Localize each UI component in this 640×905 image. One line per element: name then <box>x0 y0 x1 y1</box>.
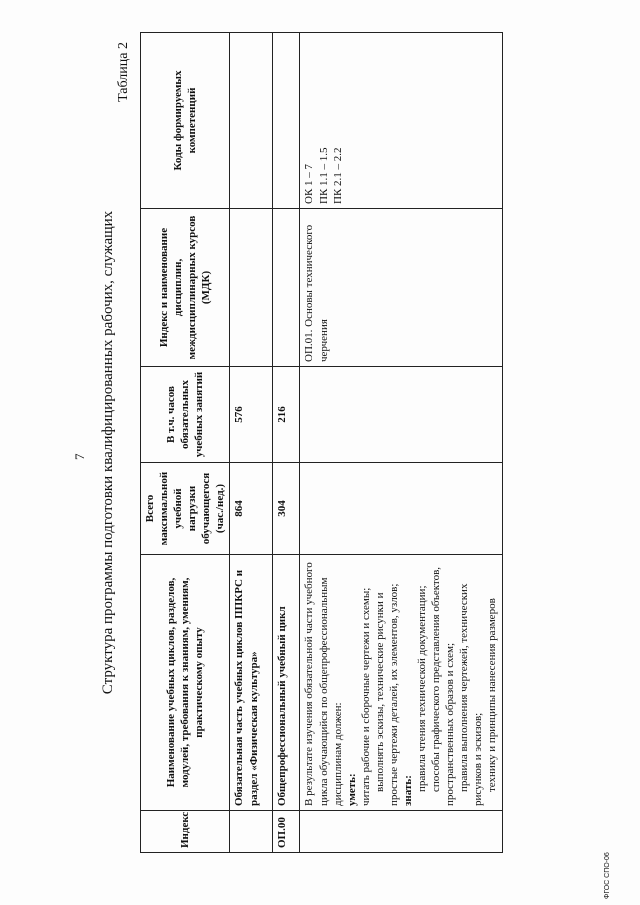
cell-discipline <box>230 209 273 367</box>
znat-label: знать: <box>402 775 415 806</box>
umet-item: читать рабочие и сборочные чертежи и схемы; <box>359 587 372 806</box>
header-max-load: Всего максимальной учебной нагрузки обучающегося (час./нед.) <box>141 463 230 555</box>
cell-discipline: ОП.01. Основы технического черчения <box>300 209 502 367</box>
znat-item: правила чтения технической документации; <box>416 585 429 792</box>
cell-codes <box>273 33 300 209</box>
table-label: Таблица 2 <box>116 42 131 102</box>
cell-max-load: 864 <box>230 463 273 555</box>
cell-mandatory-hours: 216 <box>273 367 300 463</box>
structure-table <box>140 32 503 853</box>
header-index: Индекс <box>141 811 230 853</box>
header-codes: Коды формируемых компетенций <box>141 33 230 209</box>
znat-item: способы графического представления объектов, <box>430 566 443 792</box>
umet-item: выполнять эскизы, технические рисунки и <box>373 592 386 792</box>
znat-item: правила выполнения чертежей, технических <box>458 583 471 792</box>
intro-line: цикла обучающийся по общепрофессиональным <box>317 577 330 806</box>
competence-code: ПК 1.1 – 1.5 <box>317 147 330 204</box>
cell-index <box>230 811 273 853</box>
umet-item: простые чертежи деталей, их элементов, узлов; <box>387 583 400 806</box>
header-name: Наименование учебных циклов, разделов, модулей, требования к знаниям, умениям, практическому опыту <box>141 555 230 811</box>
cell-codes <box>230 33 273 209</box>
znat-item: рисунков и эскизов; <box>472 712 485 806</box>
cell-mandatory-hours <box>300 367 502 463</box>
table-header-row <box>141 33 230 853</box>
header-mandatory-hours: В т.ч. часов обязательных учебных занятий <box>141 367 230 463</box>
znat-item: пространственных образов и схем; <box>444 642 457 806</box>
cell-codes <box>300 33 502 209</box>
cell-mandatory-hours: 576 <box>230 367 273 463</box>
competence-code: ОК 1 – 7 <box>303 163 316 204</box>
cell-max-load <box>300 463 502 555</box>
cell-discipline <box>273 209 300 367</box>
cell-name: Обязательная часть учебных циклов ППКРС и раздел «Физическая культура» <box>230 555 273 811</box>
intro-line: дисциплинам должен: <box>331 702 344 806</box>
competence-code: ПК 2.1 – 2.2 <box>331 147 344 204</box>
cell-max-load: 304 <box>273 463 300 555</box>
cell-requirements <box>300 555 502 811</box>
cell-name: Общепрофессиональный учебный цикл <box>273 555 300 811</box>
page-number: 7 <box>72 453 87 460</box>
header-discipline: Индекс и наименование дисциплин, междисциплинарных курсов (МДК) <box>141 209 230 367</box>
table-row <box>230 33 273 853</box>
table-row <box>273 33 300 853</box>
znat-item: технику и принципы нанесения размеров <box>486 598 499 792</box>
cell-index: ОП.00 <box>273 811 300 853</box>
intro-line: В результате изучения обязательной части учебного <box>303 562 316 806</box>
page-title: Структура программы подготовки квалифицированных рабочих, служащих <box>100 210 116 695</box>
table-row <box>300 33 502 853</box>
cell-index <box>300 811 502 853</box>
footer-mark: ФГОС СПО-06 <box>604 852 611 899</box>
umet-label: уметь: <box>345 773 358 806</box>
